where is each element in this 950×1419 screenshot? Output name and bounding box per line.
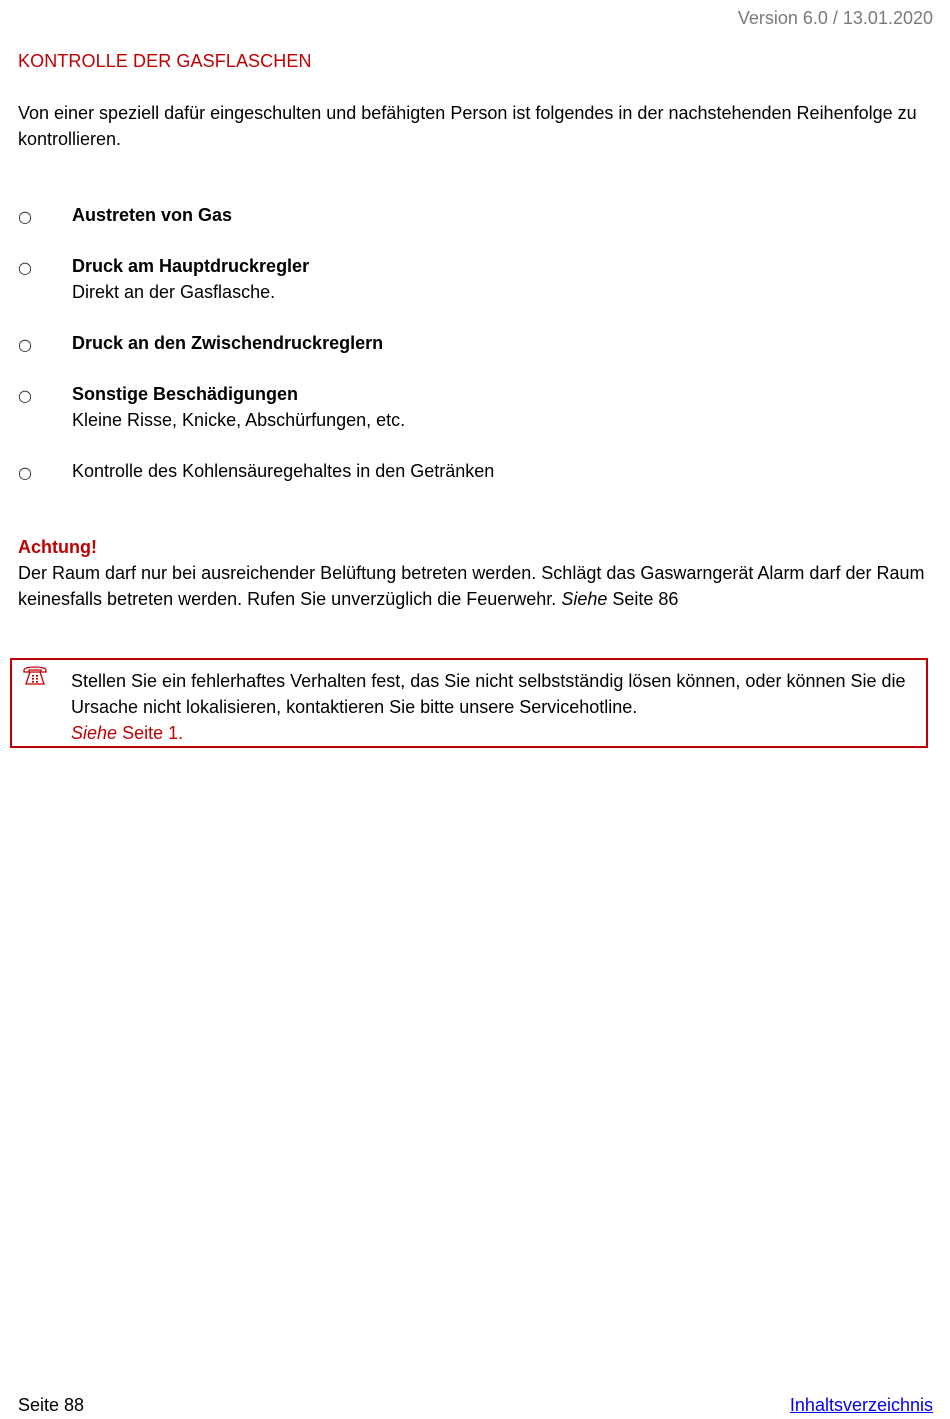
- attention-block: [18, 534, 936, 612]
- circle-bullet-icon: ○: [18, 258, 32, 277]
- checklist-item-intermediate-regulators: [18, 330, 936, 356]
- checklist-item-description: Kleine Risse, Knicke, Abschürfungen, etc.: [72, 410, 406, 430]
- checklist-item-title: Sonstige Beschädigungen: [72, 384, 299, 404]
- version-label: Version 6.0 / 13.01.2020: [737, 8, 933, 28]
- section-title: KONTROLLE DER GASFLASCHEN: [18, 51, 312, 71]
- circle-bullet-icon: ○: [18, 207, 32, 226]
- attention-heading: Achtung!: [18, 537, 97, 557]
- checklist-item-title: Druck an den Zwischendruckreglern: [72, 333, 384, 353]
- checklist-item-main-regulator: [18, 253, 936, 305]
- checklist-item-title: Austreten von Gas: [72, 205, 233, 225]
- service-note-text: Stellen Sie ein fehlerhaftes Verhalten fest, das Sie nicht selbstständig lösen können, oder können Sie die Ursache nicht lokalisieren, kontaktieren Sie bitte unsere Servicehotline.: [71, 671, 906, 717]
- attention-see-word: Siehe: [561, 589, 608, 609]
- checklist-item-co2-content: [18, 458, 936, 484]
- page-number: Seite 88: [18, 1395, 85, 1415]
- service-see-word: Siehe: [71, 723, 118, 743]
- service-note-text-block: [71, 668, 923, 746]
- attention-see-page: Seite 86: [612, 589, 679, 609]
- intro-paragraph: Von einer speziell dafür eingeschulten und befähigten Person ist folgendes in der nachstehenden Reihenfolge zu kontrollieren.: [18, 103, 917, 149]
- circle-bullet-icon: ○: [18, 335, 32, 354]
- telephone-icon: [22, 664, 48, 686]
- service-hotline-note: [10, 658, 928, 748]
- circle-bullet-icon: ○: [18, 386, 32, 405]
- checklist-item-title: Druck am Hauptdruckregler: [72, 256, 310, 276]
- attention-text: Der Raum darf nur bei ausreichender Belüftung betreten werden. Schlägt das Gaswarngerät Alarm darf der Raum keinesfalls betreten werden. Rufen Sie unverzüglich die Feuerwehr.: [18, 563, 925, 609]
- circle-bullet-icon: ○: [18, 463, 32, 482]
- gas-cylinder-checklist: [18, 202, 936, 509]
- checklist-item-other-damage: [18, 381, 936, 433]
- checklist-item-gas-leak: [18, 202, 936, 228]
- service-see-page: Seite 1.: [122, 723, 184, 743]
- checklist-item-description: Direkt an der Gasflasche.: [72, 282, 276, 302]
- checklist-item-title: Kontrolle des Kohlensäuregehaltes in den Getränken: [72, 461, 495, 481]
- table-of-contents-link[interactable]: Inhaltsverzeichnis: [789, 1395, 933, 1415]
